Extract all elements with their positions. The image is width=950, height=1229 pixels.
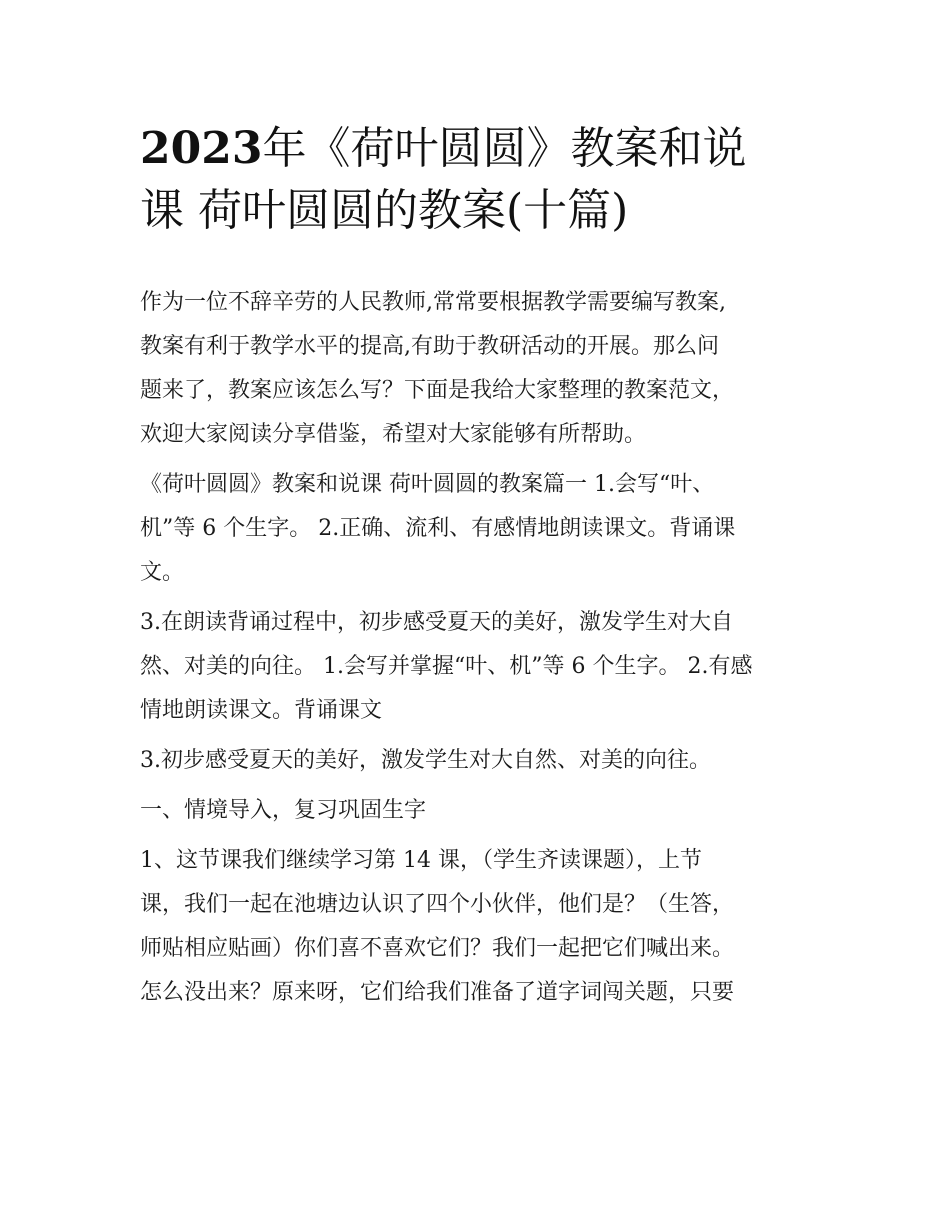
- paragraph-line: 机”等 6 个生字。 2.正确、流利、有感情地朗读课文。背诵课: [140, 516, 736, 541]
- paragraph-line: 课，我们一起在池塘边认识了四个小伙伴，他们是？（生答，: [140, 892, 735, 917]
- title-year: 2023: [140, 123, 263, 174]
- paragraph-line: 师贴相应贴画）你们喜不喜欢它们？我们一起把它们喊出来。: [140, 936, 735, 961]
- paragraph-line: 《荷叶圆圆》教案和说课 荷叶圆圆的教案篇一 1.会写“叶、: [140, 472, 715, 497]
- body-paragraph: [140, 463, 812, 595]
- paragraph-line: 然、对美的向往。 1.会写并掌握“叶、机”等 6 个生字。 2.有感: [140, 654, 753, 679]
- body-paragraph: [140, 839, 812, 1015]
- title-line-1: [140, 118, 812, 180]
- paragraph-line: 作为一位不辞辛劳的人民教师,常常要根据教学需要编写教案,: [140, 290, 726, 315]
- paragraph-line: 一、情境导入，复习巩固生字: [140, 798, 427, 823]
- paragraph-line: 教案有利于教学水平的提高,有助于教研活动的开展。那么问: [140, 334, 719, 359]
- title-line-1-text: 年《荷叶圆圆》教案和说: [262, 123, 747, 174]
- document-title: [140, 118, 812, 242]
- body-paragraph: [140, 789, 812, 833]
- paragraph-line: 1、这节课我们继续学习第 14 课，（学生齐读课题），上节: [140, 848, 702, 873]
- title-line-2: 课 荷叶圆圆的教案(十篇): [140, 185, 629, 236]
- paragraph-line: 题来了，教案应该怎么写？下面是我给大家整理的教案范文，: [140, 378, 735, 403]
- body-paragraph: [140, 601, 812, 733]
- paragraph-line: 3.在朗读背诵过程中，初步感受夏天的美好，激发学生对大自: [140, 610, 733, 635]
- paragraph-line: 文。: [140, 560, 185, 585]
- paragraph-line: 3.初步感受夏天的美好，激发学生对大自然、对美的向往。: [140, 748, 711, 773]
- document-body: [140, 281, 812, 1021]
- paragraph-line: 欢迎大家阅读分享借鉴，希望对大家能够有所帮助。: [140, 422, 647, 447]
- body-paragraph: [140, 281, 812, 457]
- body-paragraph: [140, 739, 812, 783]
- paragraph-line: 情地朗读课文。背诵课文: [140, 698, 383, 723]
- paragraph-line: 怎么没出来？原来呀，它们给我们准备了道字词闯关题，只要: [140, 980, 735, 1005]
